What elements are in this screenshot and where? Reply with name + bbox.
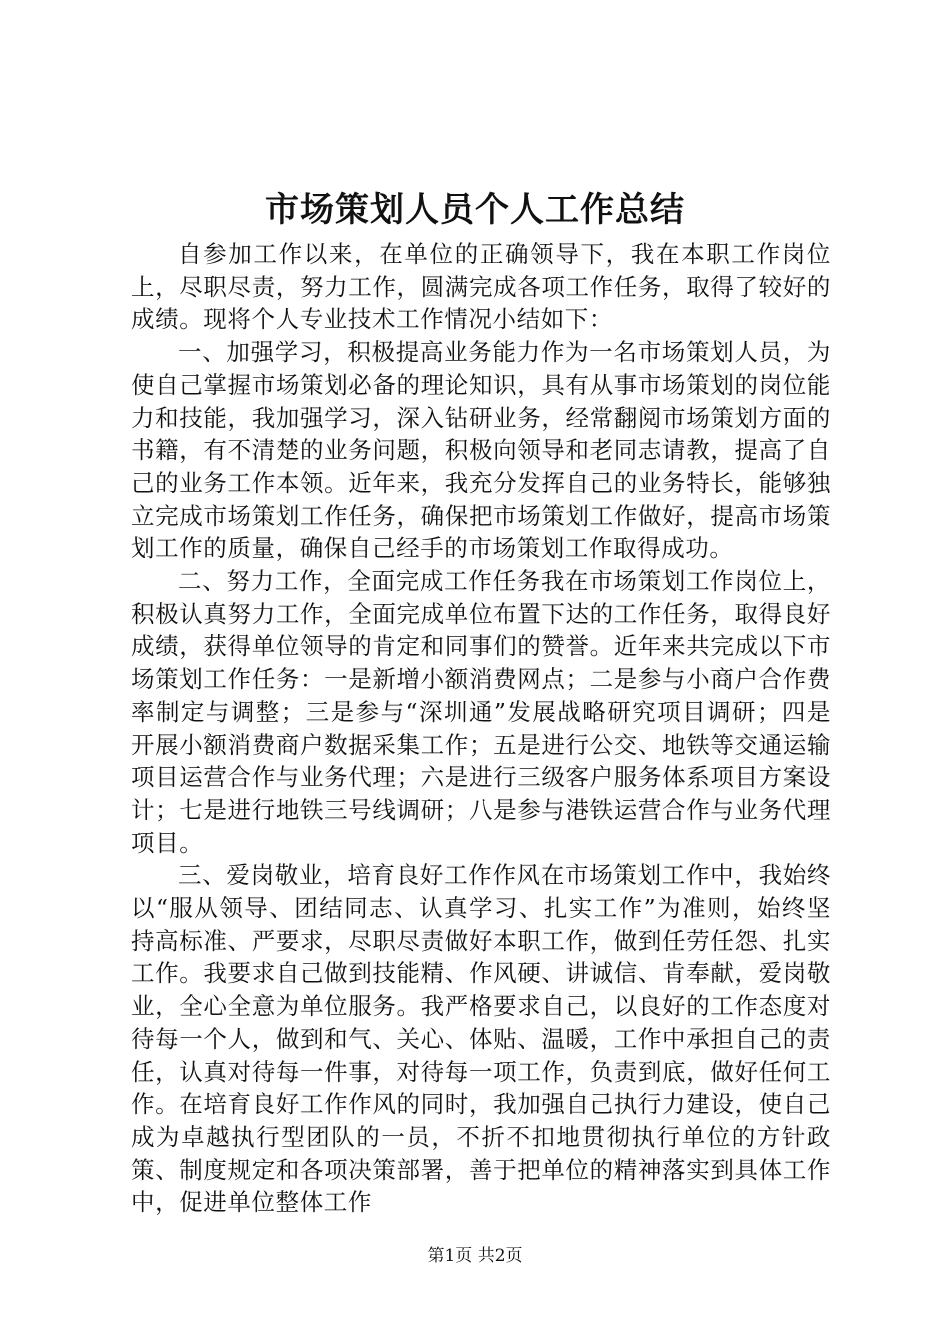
paragraph-section-2: 二、努力工作，全面完成工作任务我在市场策划工作岗位上，积极认真努力工作，全面完成单位布置下达的工作任务，取得良好成绩，获得单位领导的肯定和同事们的赞誉。近年来共完成以下市场策划工作任务：一是新增小额消费网点；二是参与小商户合作费率制定与调整；三是参与“深圳通”发展战略研究项目调研；四是开展小额消费商户数据采集工作；五是进行公交、地铁等交通运输项目运营合作与业务代理；六是进行三级客户服务体系项目方案设计；七是进行地铁三号线调研；八是参与港铁运营合作与业务代理项目。: [131, 567, 831, 857]
document-title: 市场策划人员个人工作总结: [265, 190, 685, 230]
document-body: [131, 238, 831, 1219]
paragraph-section-3: 三、爱岗敬业，培育良好工作作风在市场策划工作中，我始终以“服从领导、团结同志、认真学习、扎实工作”为准则，始终坚持高标准、严要求，尽职尽责做好本职工作，做到任劳任怨、扎实工作。我要求自己做到技能精、作风硬、讲诚信、肯奉献，爱岗敬业，全心全意为单位服务。我严格要求自己，以良好的工作态度对待每一个人，做到和气、关心、体贴、温暖，工作中承担自己的责任，认真对待每一件事，对待每一项工作，负责到底，做好任何工作。在培育良好工作作风的同时，我加强自己执行力建设，使自己成为卓越执行型团队的一员，不折不扣地贯彻执行单位的方针政策、制度规定和各项决策部署，善于把单位的精神落实到具体工作中，促进单位整体工作: [131, 861, 831, 1217]
page-number-footer: 第1页 共2页: [427, 1246, 523, 1266]
paragraph-intro: 自参加工作以来，在单位的正确领导下，我在本职工作岗位上，尽职尽责，努力工作，圆满完成各项工作任务，取得了较好的成绩。现将个人专业技术工作情况小结如下：: [131, 240, 831, 334]
paragraph-section-1: 一、加强学习，积极提高业务能力作为一名市场策划人员，为使自己掌握市场策划必备的理论知识，具有从事市场策划的岗位能力和技能，我加强学习，深入钻研业务，经常翻阅市场策划方面的书籍，有不清楚的业务问题，积极向领导和老同志请教，提高了自己的业务工作本领。近年来，我充分发挥自己的业务特长，能够独立完成市场策划工作任务，确保把市场策划工作做好，提高市场策划工作的质量，确保自己经手的市场策划工作取得成功。: [131, 338, 831, 563]
